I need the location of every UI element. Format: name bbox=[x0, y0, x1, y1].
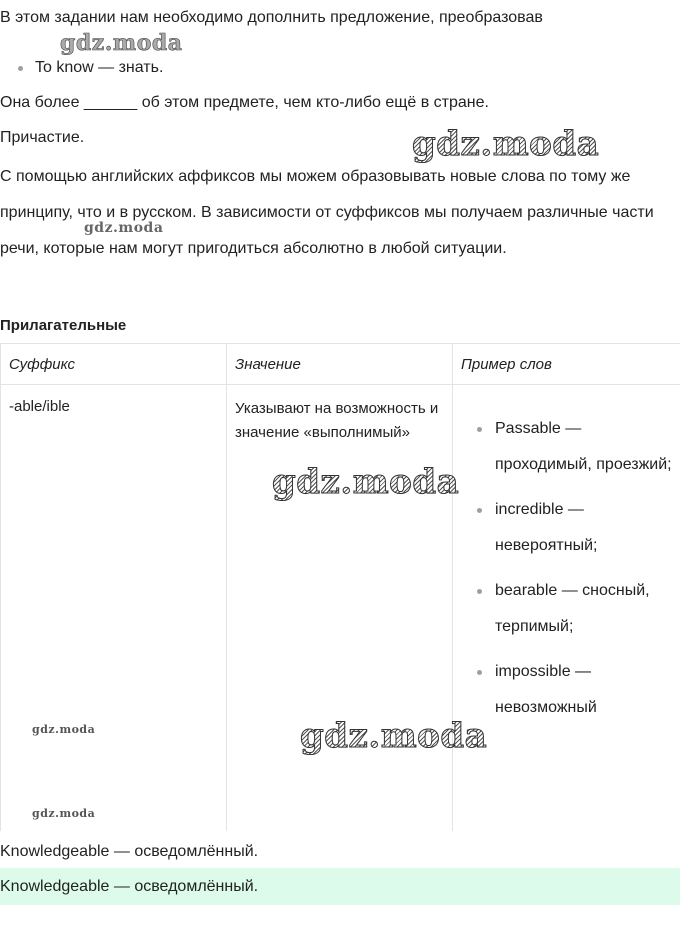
suffix-cell: -able/ible bbox=[1, 385, 227, 832]
task-sentence: Она более ______ об этом предмете, чем кто-либо ещё в стране. bbox=[0, 94, 489, 111]
table-row bbox=[1, 385, 680, 832]
table-header-cell: Суффикс bbox=[1, 344, 227, 385]
list-item: impossible — невозможный bbox=[477, 654, 672, 726]
bullet-item bbox=[18, 59, 163, 77]
answer-highlight bbox=[0, 868, 680, 905]
list-item: incredible — невероятный; bbox=[477, 492, 672, 564]
watermark-logo: gdz.moda bbox=[300, 716, 488, 756]
explanation-paragraph: С помощью английских аффиксов мы можем образовывать новые слова по тому же принципу, что и в русском. В зависимости от суффиксов мы получаем различные части речи, которые нам могут пригодиться абсолютно в любой ситуации. bbox=[0, 168, 654, 257]
watermark-logo: gdz.moda bbox=[32, 723, 96, 736]
section-heading: Прилагательные bbox=[0, 317, 127, 334]
list-item: Passable — проходимый, проезжий; bbox=[477, 411, 672, 483]
watermark-logo: gdz.moda bbox=[272, 462, 460, 502]
watermark-logo: gdz.moda bbox=[412, 124, 600, 164]
watermark-logo: gdz.moda bbox=[84, 220, 164, 236]
examples-cell bbox=[453, 385, 680, 832]
suffix-table bbox=[0, 343, 680, 831]
bullet-text: To know — знать. bbox=[35, 59, 164, 76]
participle-label: Причастие. bbox=[0, 129, 85, 146]
table-header-cell: Значение bbox=[227, 344, 453, 385]
examples-list bbox=[461, 385, 672, 726]
table-header-row bbox=[1, 344, 680, 385]
answer-text: Knowledgeable — осведомлённый. bbox=[0, 843, 259, 860]
answer-highlight-text: Knowledgeable — осведомлённый. bbox=[0, 877, 259, 895]
watermark-logo: gdz.moda bbox=[32, 807, 96, 820]
list-item: bearable — сносный, терпимый; bbox=[477, 573, 672, 645]
meaning-cell: Указывают на возможность и значение «выполнимый» bbox=[227, 385, 453, 832]
intro-text: В этом задании нам необходимо дополнить предложение, преобразовав bbox=[0, 9, 543, 26]
bullet-dot-icon bbox=[18, 66, 23, 71]
table-header-cell: Пример слов bbox=[453, 344, 680, 385]
watermark-logo: gdz.moda bbox=[60, 30, 183, 56]
